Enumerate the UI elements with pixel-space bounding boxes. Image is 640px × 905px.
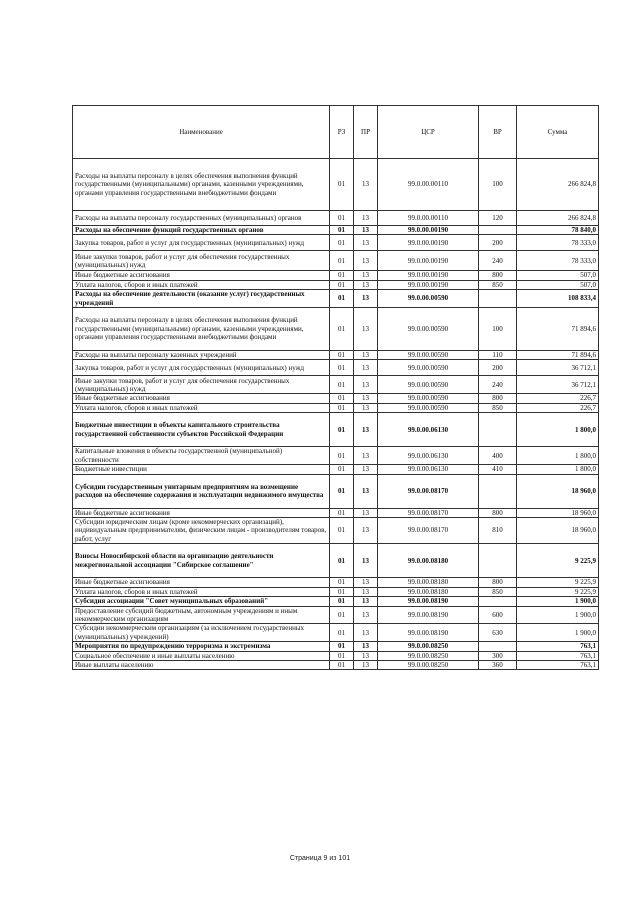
cell-pr: 13 xyxy=(354,624,378,642)
cell-vr: 360 xyxy=(479,660,517,669)
cell-rz: 01 xyxy=(330,474,354,508)
table-row xyxy=(73,465,599,474)
cell-csr: 99.0.00.00590 xyxy=(378,351,479,360)
cell-pr: 13 xyxy=(354,606,378,624)
cell-name: Бюджетные инвестиции в объекты капитального строительства государственной собственности субъектов Российской Федерации xyxy=(73,413,330,447)
cell-pr: 13 xyxy=(354,660,378,669)
cell-pr: 13 xyxy=(354,508,378,517)
cell-sum: 18 960,0 xyxy=(517,474,599,508)
cell-pr: 13 xyxy=(354,518,378,544)
cell-pr: 13 xyxy=(354,413,378,447)
cell-sum: 266 824,8 xyxy=(517,159,599,211)
cell-name: Предоставление субсидий бюджетным, автономным учреждениям и иным некоммерческим организациям xyxy=(73,606,330,624)
cell-rz: 01 xyxy=(330,587,354,596)
cell-sum: 763,1 xyxy=(517,651,599,660)
cell-vr: 850 xyxy=(479,587,517,596)
table-row xyxy=(73,376,599,394)
table-row xyxy=(73,474,599,508)
cell-name: Уплата налогов, сборов и иных платежей xyxy=(73,587,330,596)
cell-sum: 1 800,0 xyxy=(517,465,599,474)
cell-vr: 630 xyxy=(479,624,517,642)
cell-pr: 13 xyxy=(354,642,378,651)
table-row xyxy=(73,508,599,517)
col-header-name: Наименование xyxy=(73,106,330,159)
cell-pr: 13 xyxy=(354,597,378,606)
cell-vr: 800 xyxy=(479,394,517,403)
cell-name: Расходы на выплаты персоналу казенных учреждений xyxy=(73,351,330,360)
cell-pr: 13 xyxy=(354,578,378,587)
cell-pr: 13 xyxy=(354,394,378,403)
cell-sum: 266 824,8 xyxy=(517,211,599,226)
cell-csr: 99.0.00.00590 xyxy=(378,308,479,351)
cell-rz: 01 xyxy=(330,624,354,642)
cell-rz: 01 xyxy=(330,159,354,211)
table-row xyxy=(73,280,599,289)
cell-rz: 01 xyxy=(330,280,354,289)
cell-rz: 01 xyxy=(330,360,354,376)
cell-sum: 71 894,6 xyxy=(517,351,599,360)
cell-pr: 13 xyxy=(354,544,378,578)
cell-name: Расходы на обеспечение функций государственных органов xyxy=(73,226,330,235)
cell-name: Расходы на выплаты персоналу государственных (муниципальных) органов xyxy=(73,211,330,226)
page-number: Страница 9 из 101 xyxy=(289,855,351,862)
col-header-vr: ВР xyxy=(479,106,517,159)
cell-csr: 99.0.00.00190 xyxy=(378,251,479,271)
table-row xyxy=(73,606,599,624)
cell-rz: 01 xyxy=(330,544,354,578)
cell-sum: 763,1 xyxy=(517,642,599,651)
cell-vr: 800 xyxy=(479,578,517,587)
table-row xyxy=(73,578,599,587)
cell-vr: 240 xyxy=(479,376,517,394)
table-row xyxy=(73,360,599,376)
cell-vr xyxy=(479,413,517,447)
cell-sum: 507,0 xyxy=(517,271,599,280)
table-row xyxy=(73,587,599,596)
cell-rz: 01 xyxy=(330,651,354,660)
col-header-rz: РЗ xyxy=(330,106,354,159)
table-row xyxy=(73,413,599,447)
cell-vr: 200 xyxy=(479,360,517,376)
cell-name: Иные бюджетные ассигнования xyxy=(73,508,330,517)
cell-csr: 99.0.00.00190 xyxy=(378,226,479,235)
cell-vr: 410 xyxy=(479,465,517,474)
cell-sum: 9 225,9 xyxy=(517,544,599,578)
table-row xyxy=(73,624,599,642)
cell-csr: 99.0.00.08170 xyxy=(378,474,479,508)
cell-pr: 13 xyxy=(354,587,378,596)
table-row xyxy=(73,290,599,308)
cell-csr: 99.0.00.08190 xyxy=(378,606,479,624)
col-header-csr: ЦСР xyxy=(378,106,479,159)
cell-csr: 99.0.00.00590 xyxy=(378,376,479,394)
table-header-row xyxy=(73,106,599,159)
cell-pr: 13 xyxy=(354,211,378,226)
cell-csr: 99.0.00.00190 xyxy=(378,235,479,251)
table-row xyxy=(73,351,599,360)
cell-sum: 108 833,4 xyxy=(517,290,599,308)
table-row xyxy=(73,447,599,465)
cell-sum: 36 712,1 xyxy=(517,360,599,376)
cell-sum: 18 960,0 xyxy=(517,508,599,517)
table-row xyxy=(73,394,599,403)
cell-rz: 01 xyxy=(330,413,354,447)
cell-name: Закупка товаров, работ и услуг для государственных (муниципальных) нужд xyxy=(73,360,330,376)
cell-name: Субсидии некоммерческим организациям (за исключением государственных (муниципальных) учреждений) xyxy=(73,624,330,642)
cell-pr: 13 xyxy=(354,474,378,508)
cell-csr: 99.0.00.00190 xyxy=(378,280,479,289)
cell-sum: 71 894,6 xyxy=(517,308,599,351)
cell-name: Иные закупки товаров, работ и услуг для обеспечения государственных (муниципальных) нужд xyxy=(73,376,330,394)
cell-vr: 600 xyxy=(479,606,517,624)
cell-rz: 01 xyxy=(330,226,354,235)
cell-sum: 9 225,9 xyxy=(517,587,599,596)
cell-name: Социальное обеспечение и иные выплаты населению xyxy=(73,651,330,660)
cell-sum: 507,0 xyxy=(517,280,599,289)
cell-name: Расходы на обеспечение деятельности (оказание услуг) государственных учреждений xyxy=(73,290,330,308)
table-row xyxy=(73,308,599,351)
table-row xyxy=(73,403,599,412)
table-row xyxy=(73,251,599,271)
cell-rz: 01 xyxy=(330,251,354,271)
cell-vr: 400 xyxy=(479,447,517,465)
cell-pr: 13 xyxy=(354,403,378,412)
cell-rz: 01 xyxy=(330,518,354,544)
cell-pr: 13 xyxy=(354,159,378,211)
table-row xyxy=(73,518,599,544)
cell-name: Субсидия ассоциации "Совет муниципальных образований" xyxy=(73,597,330,606)
cell-name: Уплата налогов, сборов и иных платежей xyxy=(73,403,330,412)
cell-vr: 850 xyxy=(479,403,517,412)
table-row xyxy=(73,597,599,606)
cell-name: Субсидии юридическим лицам (кроме некоммерческих организаций), индивидуальным предпринимателям, физическим лицам - производителям товаров, работ, услуг xyxy=(73,518,330,544)
table-row xyxy=(73,544,599,578)
cell-sum: 78 333,0 xyxy=(517,251,599,271)
cell-vr xyxy=(479,226,517,235)
col-header-sum: Сумма xyxy=(517,106,599,159)
cell-name: Бюджетные инвестиции xyxy=(73,465,330,474)
cell-csr: 99.0.00.00110 xyxy=(378,159,479,211)
cell-name: Иные закупки товаров, работ и услуг для обеспечения государственных (муниципальных) нужд xyxy=(73,251,330,271)
cell-sum: 36 712,1 xyxy=(517,376,599,394)
cell-sum: 78 840,0 xyxy=(517,226,599,235)
table-body xyxy=(73,159,599,670)
cell-pr: 13 xyxy=(354,447,378,465)
cell-csr: 99.0.00.08190 xyxy=(378,597,479,606)
cell-pr: 13 xyxy=(354,308,378,351)
cell-csr: 99.0.00.00110 xyxy=(378,211,479,226)
cell-csr: 99.0.00.08180 xyxy=(378,587,479,596)
cell-name: Иные бюджетные ассигнования xyxy=(73,394,330,403)
cell-rz: 01 xyxy=(330,290,354,308)
cell-vr: 800 xyxy=(479,271,517,280)
cell-sum: 1 900,0 xyxy=(517,624,599,642)
cell-sum: 9 225,9 xyxy=(517,578,599,587)
cell-csr: 99.0.00.06130 xyxy=(378,447,479,465)
cell-rz: 01 xyxy=(330,394,354,403)
cell-sum: 763,1 xyxy=(517,660,599,669)
cell-name: Уплата налогов, сборов и иных платежей xyxy=(73,280,330,289)
cell-sum: 1 800,0 xyxy=(517,447,599,465)
cell-csr: 99.0.00.00590 xyxy=(378,403,479,412)
cell-name: Мероприятия по предупреждению терроризма и экстремизма xyxy=(73,642,330,651)
cell-rz: 01 xyxy=(330,508,354,517)
cell-pr: 13 xyxy=(354,465,378,474)
cell-csr: 99.0.00.08250 xyxy=(378,642,479,651)
cell-sum: 78 333,0 xyxy=(517,235,599,251)
cell-rz: 01 xyxy=(330,597,354,606)
cell-pr: 13 xyxy=(354,651,378,660)
cell-rz: 01 xyxy=(330,271,354,280)
cell-csr: 99.0.00.00590 xyxy=(378,360,479,376)
cell-sum: 18 960,0 xyxy=(517,518,599,544)
cell-sum: 226,7 xyxy=(517,403,599,412)
cell-pr: 13 xyxy=(354,376,378,394)
cell-pr: 13 xyxy=(354,360,378,376)
table-row xyxy=(73,660,599,669)
cell-rz: 01 xyxy=(330,376,354,394)
cell-vr xyxy=(479,544,517,578)
cell-csr: 99.0.00.08180 xyxy=(378,544,479,578)
cell-vr: 120 xyxy=(479,211,517,226)
cell-rz: 01 xyxy=(330,447,354,465)
cell-pr: 13 xyxy=(354,271,378,280)
cell-rz: 01 xyxy=(330,606,354,624)
cell-csr: 99.0.00.06130 xyxy=(378,413,479,447)
cell-vr xyxy=(479,597,517,606)
cell-vr: 110 xyxy=(479,351,517,360)
cell-vr: 200 xyxy=(479,235,517,251)
cell-sum: 1 800,0 xyxy=(517,413,599,447)
table-row xyxy=(73,159,599,211)
budget-table xyxy=(72,105,599,670)
cell-pr: 13 xyxy=(354,251,378,271)
cell-rz: 01 xyxy=(330,403,354,412)
cell-rz: 01 xyxy=(330,642,354,651)
cell-rz: 01 xyxy=(330,578,354,587)
cell-vr: 850 xyxy=(479,280,517,289)
cell-name: Иные выплаты населению xyxy=(73,660,330,669)
cell-pr: 13 xyxy=(354,290,378,308)
cell-csr: 99.0.00.00190 xyxy=(378,271,479,280)
cell-vr: 100 xyxy=(479,308,517,351)
table-row xyxy=(73,226,599,235)
cell-name: Иные бюджетные ассигнования xyxy=(73,578,330,587)
col-header-pr: ПР xyxy=(354,106,378,159)
cell-name: Капитальные вложения в объекты государственной (муниципальной) собственности xyxy=(73,447,330,465)
cell-rz: 01 xyxy=(330,235,354,251)
table-row xyxy=(73,211,599,226)
cell-name: Расходы на выплаты персоналу в целях обеспечения выполнения функций государственными (муниципальными) органами, казенными учреждениями, органами управления государственными внебюджетными фондами xyxy=(73,159,330,211)
cell-vr: 800 xyxy=(479,508,517,517)
table-row xyxy=(73,642,599,651)
cell-csr: 99.0.00.08180 xyxy=(378,578,479,587)
table-row xyxy=(73,235,599,251)
cell-vr: 240 xyxy=(479,251,517,271)
cell-sum: 1 900,0 xyxy=(517,606,599,624)
cell-csr: 99.0.00.06130 xyxy=(378,465,479,474)
cell-csr: 99.0.00.00590 xyxy=(378,290,479,308)
cell-vr xyxy=(479,642,517,651)
cell-name: Закупка товаров, работ и услуг для государственных (муниципальных) нужд xyxy=(73,235,330,251)
cell-csr: 99.0.00.08170 xyxy=(378,518,479,544)
table-row xyxy=(73,271,599,280)
cell-csr: 99.0.00.08190 xyxy=(378,624,479,642)
cell-vr: 810 xyxy=(479,518,517,544)
cell-csr: 99.0.00.08170 xyxy=(378,508,479,517)
cell-vr: 300 xyxy=(479,651,517,660)
cell-name: Субсидии государственным унитарным предприятиям на возмещение расходов на обеспечение содержания и эксплуатации недвижимого имущества xyxy=(73,474,330,508)
cell-vr xyxy=(479,290,517,308)
cell-rz: 01 xyxy=(330,308,354,351)
cell-sum: 1 900,0 xyxy=(517,597,599,606)
cell-pr: 13 xyxy=(354,280,378,289)
cell-pr: 13 xyxy=(354,351,378,360)
table-row xyxy=(73,651,599,660)
cell-name: Взносы Новосибирской области на организацию деятельности межрегиональной ассоциации "Сибирское соглашение" xyxy=(73,544,330,578)
cell-sum: 226,7 xyxy=(517,394,599,403)
cell-csr: 99.0.00.08250 xyxy=(378,651,479,660)
cell-rz: 01 xyxy=(330,465,354,474)
cell-rz: 01 xyxy=(330,351,354,360)
cell-csr: 99.0.00.00590 xyxy=(378,394,479,403)
cell-name: Расходы на выплаты персоналу в целях обеспечения выполнения функций государственными (муниципальными) органами, казенными учреждениями, органами управления государственными внебюджетными фондами xyxy=(73,308,330,351)
cell-pr: 13 xyxy=(354,235,378,251)
cell-vr: 100 xyxy=(479,159,517,211)
cell-rz: 01 xyxy=(330,660,354,669)
cell-vr xyxy=(479,474,517,508)
cell-pr: 13 xyxy=(354,226,378,235)
cell-csr: 99.0.00.08250 xyxy=(378,660,479,669)
cell-name: Иные бюджетные ассигнования xyxy=(73,271,330,280)
cell-rz: 01 xyxy=(330,211,354,226)
